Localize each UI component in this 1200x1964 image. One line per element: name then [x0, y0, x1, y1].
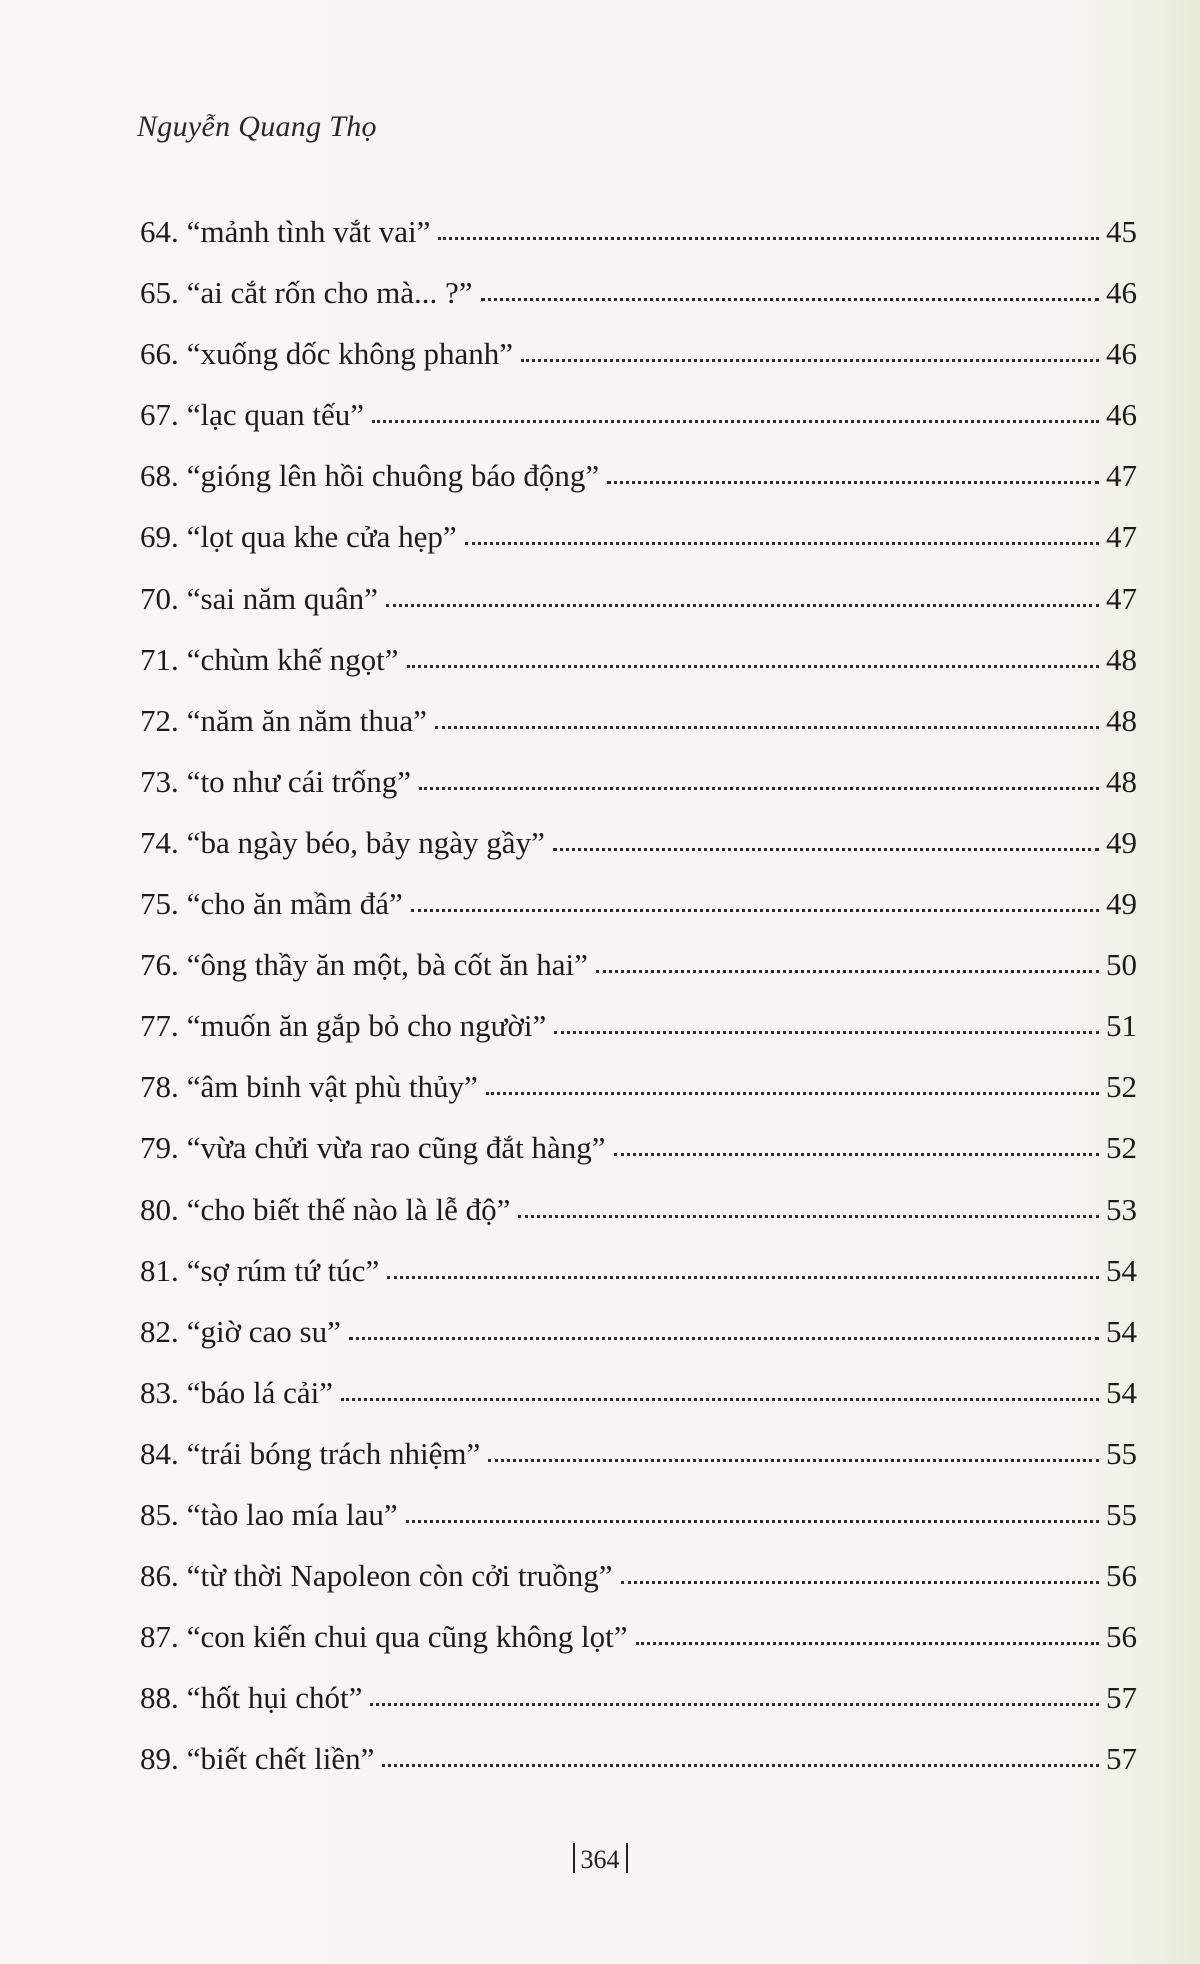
toc-entry-number: 82.: [140, 1313, 179, 1349]
toc-entry-number: 75.: [140, 886, 179, 922]
toc-entry-number: 84.: [140, 1435, 179, 1471]
toc-entry-number: 64.: [140, 214, 179, 249]
toc-entry-page: 55: [1106, 1496, 1137, 1532]
toc-entry-title: “sai năm quân”: [186, 580, 378, 616]
dot-leader: [370, 1703, 1099, 1706]
toc-entry-number: 76.: [140, 947, 179, 983]
toc-entry-page: 48: [1106, 641, 1137, 677]
page-number-footer: [0, 1843, 1200, 1875]
toc-entry-page: 52: [1106, 1130, 1137, 1166]
toc-entry: [140, 1313, 1137, 1377]
toc-entry-title: “ai cắt rốn cho mà... ?”: [186, 275, 473, 311]
toc-entry-page: 51: [1106, 1008, 1137, 1044]
toc-entry: [140, 1621, 1137, 1682]
toc-entry-number: 65.: [140, 275, 179, 311]
toc-entry-number: 70.: [140, 580, 179, 616]
toc-entry: [140, 1682, 1137, 1743]
toc-entry-title: “lạc quan tếu”: [186, 397, 365, 433]
dot-leader: [614, 1153, 1099, 1156]
toc-entry-number: 68.: [140, 458, 179, 494]
dot-leader: [486, 1092, 1099, 1095]
toc-entry-title: “to như cái trống”: [186, 763, 412, 799]
toc-entry-number: 77.: [140, 1008, 179, 1044]
dot-leader: [411, 909, 1099, 912]
dot-leader: [488, 1459, 1099, 1462]
dot-leader: [349, 1337, 1099, 1340]
toc-entry: [140, 1374, 1137, 1438]
dot-leader: [554, 1031, 1099, 1034]
toc-entry-title: “muốn ăn gắp bỏ cho người”: [186, 1008, 547, 1044]
toc-entry: [140, 1252, 1137, 1316]
dot-leader: [435, 726, 1099, 729]
toc-entry-number: 72.: [140, 702, 179, 738]
dot-leader: [518, 1215, 1099, 1218]
page-number: 364: [580, 1845, 620, 1874]
toc-entry: [140, 460, 1137, 521]
folio-left-rule: [573, 1843, 575, 1873]
toc-entry: [140, 1132, 1137, 1193]
toc-entry-number: 67.: [140, 397, 179, 433]
toc-entry: [140, 1743, 1137, 1804]
dot-leader: [406, 1520, 1099, 1523]
toc-entry-number: 86.: [140, 1558, 179, 1594]
toc-entry: [140, 399, 1137, 460]
toc-entry-number: 78.: [140, 1069, 179, 1105]
toc-entry-title: “từ thời Napoleon còn cởi truồng”: [186, 1558, 613, 1594]
toc-entry-title: “ông thầy ăn một, bà cốt ăn hai”: [186, 947, 588, 983]
toc-entry-title: “giờ cao su”: [186, 1313, 341, 1349]
toc-entry: [140, 641, 1137, 705]
dot-leader: [372, 420, 1099, 423]
toc-entry-title: “biết chết liền”: [186, 1741, 375, 1777]
toc-entry-title: “báo lá cải”: [186, 1374, 334, 1410]
toc-entry-title: “con kiến chui qua cũng không lọt”: [186, 1619, 628, 1655]
toc-entry-title: “hốt hụi chót”: [186, 1680, 363, 1716]
dot-leader: [419, 787, 1099, 790]
dot-leader: [607, 481, 1099, 484]
table-of-contents: [140, 216, 1137, 1804]
toc-entry-number: 69.: [140, 519, 179, 555]
toc-entry-title: “ba ngày béo, bảy ngày gầy”: [186, 824, 545, 860]
dot-leader: [481, 298, 1100, 301]
dot-leader: [341, 1398, 1099, 1401]
dot-leader: [387, 1276, 1099, 1279]
toc-entry-title: “chùm khế ngọt”: [186, 641, 399, 677]
toc-entry-page: 47: [1106, 519, 1137, 555]
toc-entry: [140, 949, 1137, 1010]
toc-entry-page: 48: [1106, 763, 1137, 799]
running-header-author: Nguyễn Quang Thọ: [137, 110, 377, 143]
toc-entry: [140, 824, 1137, 888]
toc-entry-page: 54: [1106, 1252, 1137, 1288]
toc-entry-number: 88.: [140, 1680, 179, 1716]
dot-leader: [465, 542, 1099, 545]
toc-entry-title: “sợ rúm tứ túc”: [186, 1252, 380, 1288]
dot-leader: [621, 1581, 1099, 1584]
toc-entry-number: 79.: [140, 1130, 179, 1166]
toc-entry-number: 83.: [140, 1374, 179, 1410]
toc-entry-title: “năm ăn năm thua”: [186, 702, 427, 738]
toc-entry-number: 87.: [140, 1619, 179, 1655]
toc-entry-page: 48: [1106, 702, 1137, 738]
toc-entry-page: 47: [1106, 580, 1137, 616]
toc-entry: [140, 1071, 1137, 1132]
toc-entry-title: “trái bóng trách nhiệm”: [186, 1435, 481, 1471]
toc-entry-title: “cho biết thế nào là lễ độ”: [186, 1191, 511, 1227]
toc-entry: [140, 580, 1137, 644]
toc-entry-number: 81.: [140, 1252, 179, 1288]
toc-entry-page: 54: [1106, 1374, 1137, 1410]
dot-leader: [438, 237, 1099, 240]
toc-entry: [140, 521, 1137, 582]
toc-entry-title: “tào lao mía lau”: [186, 1496, 398, 1532]
toc-entry: [140, 1191, 1137, 1255]
toc-entry: [140, 216, 1137, 277]
dot-leader: [553, 848, 1099, 851]
toc-entry: [140, 1435, 1137, 1499]
toc-entry-title: “xuống dốc không phanh”: [186, 336, 514, 372]
toc-entry-title: “cho ăn mầm đá”: [186, 886, 403, 922]
toc-entry-page: 55: [1106, 1435, 1137, 1471]
toc-entry-page: 46: [1106, 275, 1137, 311]
toc-entry: [140, 277, 1137, 338]
toc-entry-number: 74.: [140, 824, 179, 860]
toc-entry: [140, 763, 1137, 827]
toc-entry-number: 71.: [140, 641, 179, 677]
toc-entry-number: 66.: [140, 336, 179, 372]
toc-entry-page: 49: [1106, 824, 1137, 860]
dot-leader: [596, 970, 1099, 973]
dot-leader: [407, 665, 1099, 668]
dot-leader: [386, 604, 1099, 607]
toc-entry-title: “mảnh tình vắt vai”: [186, 214, 431, 249]
toc-entry-page: 47: [1106, 458, 1137, 494]
toc-entry-page: 46: [1106, 336, 1137, 372]
dot-leader: [521, 359, 1099, 362]
toc-entry: [140, 702, 1137, 766]
toc-entry-page: 54: [1106, 1313, 1137, 1349]
toc-entry: [140, 1496, 1137, 1560]
toc-entry-page: 56: [1106, 1558, 1137, 1594]
toc-entry-page: 45: [1106, 214, 1137, 249]
toc-entry-page: 46: [1106, 397, 1137, 433]
toc-entry-title: “vừa chửi vừa rao cũng đắt hàng”: [186, 1130, 606, 1166]
dot-leader: [382, 1764, 1099, 1767]
folio-right-rule: [626, 1843, 628, 1873]
toc-entry-page: 50: [1106, 947, 1137, 983]
toc-entry-page: 52: [1106, 1069, 1137, 1105]
toc-entry-page: 53: [1106, 1191, 1137, 1227]
toc-entry-number: 85.: [140, 1496, 179, 1532]
toc-entry-page: 49: [1106, 886, 1137, 922]
toc-entry-number: 73.: [140, 763, 179, 799]
toc-entry: [140, 888, 1137, 949]
toc-entry: [140, 1560, 1137, 1621]
toc-entry-title: “gióng lên hồi chuông báo động”: [186, 458, 600, 494]
toc-entry-title: “lọt qua khe cửa hẹp”: [186, 519, 457, 555]
toc-entry: [140, 1010, 1137, 1071]
toc-entry-page: 57: [1106, 1680, 1137, 1716]
toc-entry-number: 89.: [140, 1741, 179, 1777]
toc-entry-page: 56: [1106, 1619, 1137, 1655]
toc-entry-title: “âm binh vật phù thủy”: [186, 1069, 478, 1105]
toc-entry-page: 57: [1106, 1741, 1137, 1777]
dot-leader: [636, 1642, 1099, 1645]
toc-entry-number: 80.: [140, 1191, 179, 1227]
toc-entry: [140, 338, 1137, 399]
